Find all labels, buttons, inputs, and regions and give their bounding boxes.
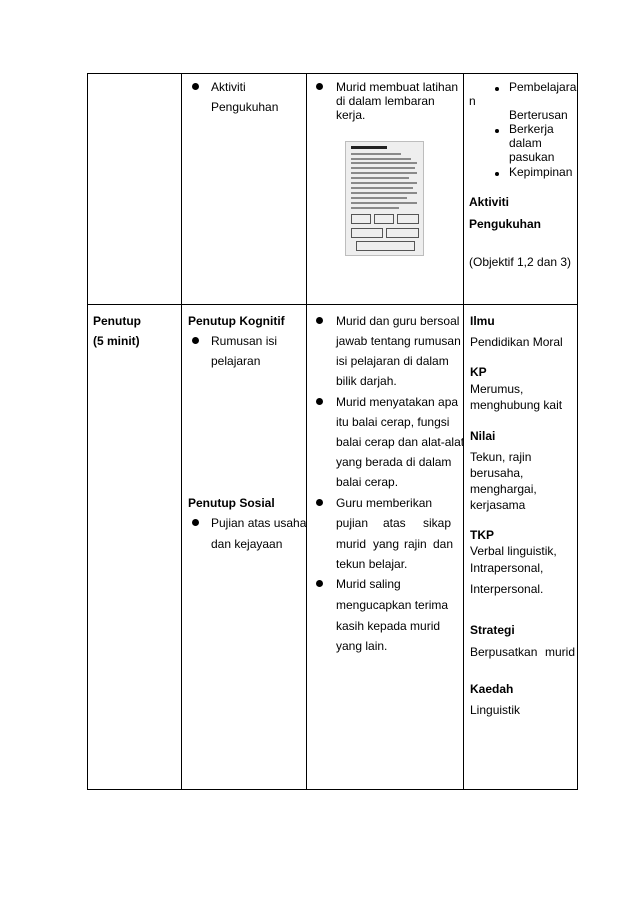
objektif-label: (Objektif 1,2 dan 3) (469, 255, 572, 269)
nilai-line: Berterusan (509, 108, 568, 122)
aktiviti-title: Aktiviti (469, 195, 510, 209)
worksheet-text-line (351, 182, 417, 184)
activity-word: atas (383, 516, 406, 530)
worksheet-box (356, 241, 415, 251)
strategi-value: Berpusatkan (470, 645, 538, 659)
activity-line: kerja. (336, 108, 366, 122)
nilai-title: Nilai (470, 429, 496, 443)
penutup-kognitif-title: Penutup Kognitif (188, 314, 285, 328)
activity-line: kasih kepada murid (336, 619, 441, 633)
nilai-value: berusaha, (470, 466, 524, 480)
table-row-divider (87, 304, 578, 305)
worksheet-box (374, 214, 394, 224)
activity-line: isi pelajaran di dalam (336, 354, 449, 368)
kognitif-item: Rumusan isi (211, 334, 278, 348)
table-col-divider-1 (181, 73, 182, 790)
worksheet-box (397, 214, 419, 224)
worksheet-header (351, 146, 387, 149)
phase-title: Penutup (93, 314, 141, 328)
tkp-value: Verbal linguistik, (470, 544, 557, 558)
tkp-title: TKP (470, 528, 494, 542)
worksheet-text-line (351, 202, 417, 204)
worksheet-photo-image (345, 141, 424, 256)
tkp-value: Intrapersonal, (470, 561, 544, 575)
phase-duration: (5 minit) (93, 334, 140, 348)
worksheet-box (351, 214, 371, 224)
nilai-value: Tekun, rajin (470, 450, 532, 464)
activity-line: di dalam lembaran (336, 94, 435, 108)
bullet-icon (495, 172, 499, 176)
kaedah-title: Kaedah (470, 682, 514, 696)
strategi-value: murid (545, 645, 576, 659)
activity-line: balai cerap dan alat-alat (336, 435, 465, 449)
activity-line: mengucapkan terima (336, 598, 449, 612)
activity-word: sikap (423, 516, 452, 530)
bullet-icon (316, 580, 323, 587)
activity-line: itu balai cerap, fungsi (336, 415, 450, 429)
activity-line: jawab tentang rumusan (336, 334, 461, 348)
bullet-icon (192, 519, 199, 526)
sosial-item: dan kejayaan (211, 537, 283, 551)
worksheet-text-line (351, 197, 407, 199)
activity-word: pujian (336, 516, 369, 530)
bullet-icon (192, 83, 199, 90)
penutup-sosial-title: Penutup Sosial (188, 496, 275, 510)
nilai-value: kerjasama (470, 498, 526, 512)
table-border-left (87, 73, 88, 790)
table-border-top (87, 73, 578, 74)
worksheet-box (386, 228, 419, 238)
tkp-value: Interpersonal. (470, 582, 544, 596)
bullet-icon (316, 317, 323, 324)
kp-value: menghubung kait (470, 398, 563, 412)
kognitif-item: pelajaran (211, 354, 261, 368)
nilai-value: menghargai, (470, 482, 537, 496)
worksheet-text-line (351, 162, 417, 164)
worksheet-text-line (351, 167, 415, 169)
activity-word: murid (336, 537, 367, 551)
nilai-line: Kepimpinan (509, 165, 573, 179)
ilmu-title: Ilmu (470, 314, 495, 328)
worksheet-text-line (351, 187, 413, 189)
worksheet-text-line (351, 172, 417, 174)
nilai-line: Berkerja (509, 122, 554, 136)
table-col-divider-2 (306, 73, 307, 790)
bullet-icon (316, 398, 323, 405)
activity-line: yang berada di dalam (336, 455, 452, 469)
activity-word: rajin (404, 537, 427, 551)
activity-line: Guru memberikan (336, 496, 433, 510)
bullet-icon (316, 83, 323, 90)
table-border-right (577, 73, 578, 790)
aktiviti-label: Aktiviti (211, 80, 246, 94)
activity-line: yang lain. (336, 639, 388, 653)
strategi-title: Strategi (470, 623, 515, 637)
worksheet-box (351, 228, 383, 238)
worksheet-text-line (351, 192, 417, 194)
kp-value: Merumus, (470, 382, 524, 396)
ilmu-value: Pendidikan Moral (470, 335, 563, 349)
sosial-item: Pujian atas usaha (211, 516, 307, 530)
table-border-bottom (87, 789, 578, 790)
nilai-line: pasukan (509, 150, 555, 164)
pengukuhan-title: Pengukuhan (469, 217, 542, 231)
kaedah-value: Linguistik (470, 703, 521, 717)
bullet-icon (316, 499, 323, 506)
bullet-icon (192, 337, 199, 344)
activity-line: Murid dan guru bersoal (336, 314, 460, 328)
activity-line: Murid saling (336, 577, 401, 591)
activity-line: Murid membuat latihan (336, 80, 459, 94)
activity-line: tekun belajar. (336, 557, 408, 571)
nilai-line: dalam (509, 136, 542, 150)
worksheet-text-line (351, 177, 409, 179)
worksheet-text-line (351, 153, 401, 155)
pengukuhan-label: Pengukuhan (211, 100, 279, 114)
worksheet-text-line (351, 158, 411, 160)
activity-line: balai cerap. (336, 475, 399, 489)
activity-word: yang (373, 537, 400, 551)
nilai-line: Pembelajara (509, 80, 577, 94)
activity-line: Murid menyatakan apa (336, 395, 459, 409)
bullet-icon (495, 87, 499, 91)
bullet-icon (495, 129, 499, 133)
kp-title: KP (470, 365, 487, 379)
nilai-line: n (469, 94, 476, 108)
activity-line: bilik darjah. (336, 374, 397, 388)
activity-word: dan (433, 537, 454, 551)
table-col-divider-3 (463, 73, 464, 790)
worksheet-text-line (351, 207, 399, 209)
